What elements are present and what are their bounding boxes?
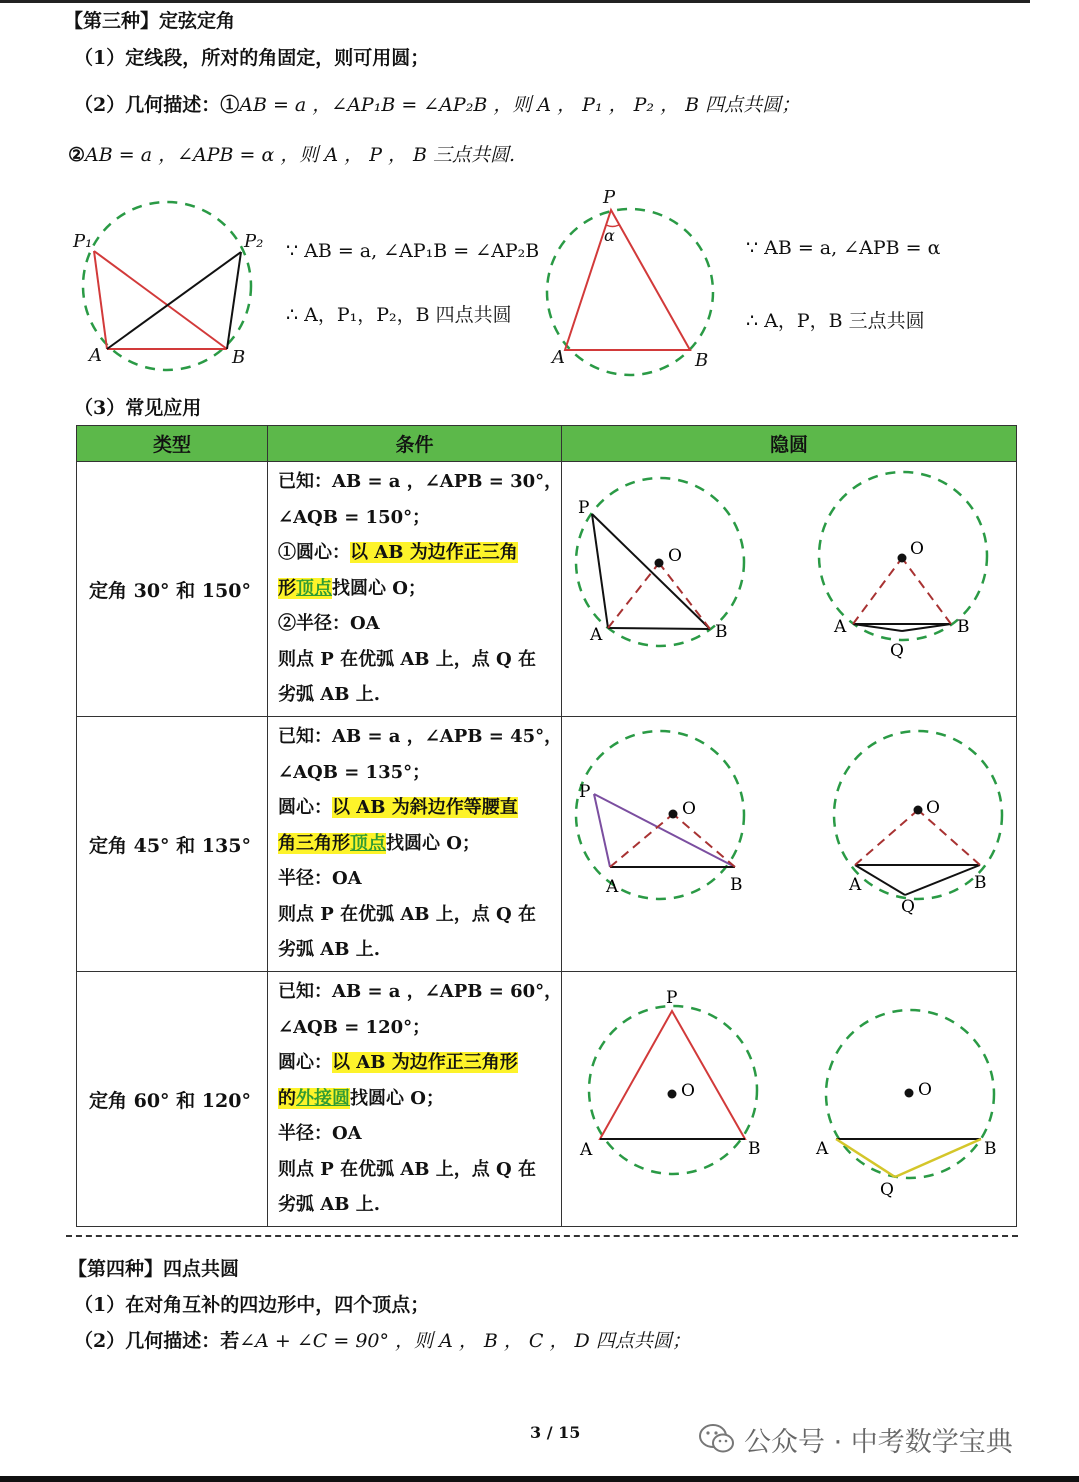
cond-line: 半径：OA (278, 868, 362, 889)
cond-text: 找圆心 O； (350, 1087, 444, 1109)
label-o: O (682, 799, 696, 819)
fig2-note1: ∵ AB = a, ∠APB = α (746, 237, 941, 259)
item2-math: AB = a ，∠AP₁B = ∠AP₂B ，则 A ， P₁ ， P₂ ， B 四点共圆； (239, 94, 801, 116)
section4-item1: （1）在对角互补的四边形中，四个顶点； (74, 1294, 430, 1316)
header-hidden-circle: 隐圆 (562, 426, 1017, 462)
cond-label: 圆心： (278, 797, 332, 818)
cond-line: 则点 P 在优弧 AB 上，点 Q 在 (278, 648, 536, 670)
label-b: B (984, 1139, 997, 1159)
cond-text: 找圆心 O； (386, 832, 480, 854)
label-p: P (666, 988, 678, 1008)
cond-line: ∠AQB = 135°； (278, 761, 431, 783)
type-cell: 定角 30° 和 150° (77, 462, 268, 717)
highlight-text: 以 AB 为边作正三角 (350, 542, 518, 563)
figure-cell (562, 462, 1017, 717)
highlight-text: 的 (278, 1087, 296, 1109)
item2b-lead: ② (68, 144, 86, 166)
section3-item2 (74, 93, 800, 117)
table-row (77, 717, 1017, 972)
highlight-text: 以 AB 为边作正三角形 (332, 1052, 518, 1073)
watermark: 公众号 · 中考数学宝典 (744, 1427, 1013, 1458)
cond-line (278, 790, 553, 826)
cond-line (278, 535, 553, 571)
cond-line (278, 1081, 553, 1117)
label-b: B (695, 350, 709, 371)
item2-lead: （2）几何描述：① (74, 94, 240, 116)
label-a: A (580, 1140, 593, 1160)
label-a: A (816, 1139, 829, 1159)
top-rule (0, 0, 1030, 3)
label-a: A (590, 625, 603, 645)
s4-item2-lead: （2）几何描述：若 (74, 1330, 240, 1352)
cond-line: 劣弧 AB 上. (278, 939, 380, 960)
figure-four-points (70, 200, 270, 375)
cond-line: 已知：AB = a ，∠APB = 45°， (278, 726, 563, 747)
label-b: B (730, 875, 743, 895)
section4-item2 (74, 1329, 691, 1353)
figure-cell (562, 972, 1017, 1227)
label-o: O (918, 1080, 932, 1100)
label-a: A (834, 617, 847, 637)
page-number: 3 / 15 (530, 1423, 581, 1442)
cond-line: 已知：AB = a ，∠APB = 60°， (278, 981, 563, 1002)
fig1-note1: ∵ AB = a, ∠AP₁B = ∠AP₂B (286, 240, 540, 262)
s4-item2-math: ∠A + ∠C = 90° ，则 A ， B ， C ， D 四点共圆； (239, 1330, 691, 1352)
section-divider (66, 1235, 1018, 1237)
header-type: 类型 (77, 426, 268, 462)
label-b: B (232, 347, 246, 368)
section3-item3: （3）常见应用 (74, 397, 202, 419)
application-table (76, 425, 1017, 1227)
label-p: P (579, 782, 591, 802)
highlight-text: 以 AB 为斜边作等腰直 (332, 797, 518, 818)
cond-label: 圆心： (278, 1052, 332, 1073)
cond-line: 劣弧 AB 上. (278, 684, 380, 705)
key-term: 外接圆 (296, 1087, 350, 1109)
condition-cell (268, 462, 562, 717)
label-alpha: α (604, 226, 615, 245)
cond-line: 则点 P 在优弧 AB 上，点 Q 在 (278, 903, 536, 925)
label-a: A (849, 875, 862, 895)
label-p: P (578, 498, 590, 518)
cond-line: 则点 P 在优弧 AB 上，点 Q 在 (278, 1158, 536, 1180)
label-b: B (957, 617, 970, 637)
row1-figures (562, 462, 1015, 712)
cond-line: ∠AQB = 120°； (278, 1016, 431, 1038)
header-condition: 条件 (268, 426, 562, 462)
cond-line: 半径：OA (278, 1123, 362, 1144)
highlight-text: 形 (278, 577, 296, 599)
section3-item2b (68, 143, 515, 167)
cond-line (278, 571, 553, 607)
section3-item1: （1）定线段，所对的角固定，则可用圆； (74, 47, 430, 69)
figure-cell (562, 717, 1017, 972)
label-a: A (606, 877, 619, 897)
label-p2: P₂ (244, 231, 264, 252)
cond-label: ①圆心： (278, 542, 350, 563)
bottom-rule (0, 1476, 1079, 1482)
type-cell: 定角 45° 和 135° (77, 717, 268, 972)
label-o: O (926, 798, 940, 818)
label-o: O (681, 1081, 695, 1101)
label-a: A (552, 347, 565, 368)
label-q: Q (901, 897, 915, 917)
label-a: A (89, 345, 102, 366)
cond-line: 劣弧 AB 上. (278, 1194, 380, 1215)
cond-line: 已知：AB = a ，∠APB = 30°， (278, 471, 563, 492)
label-q: Q (890, 641, 904, 661)
label-p: P (603, 187, 616, 208)
condition-cell (268, 717, 562, 972)
label-q: Q (880, 1180, 894, 1200)
fig2-note2: ∴ A，P，B 三点共圆 (746, 310, 925, 332)
key-term: 顶点 (296, 577, 332, 599)
key-term: 顶点 (350, 832, 386, 854)
row3-figures (562, 972, 1015, 1222)
table-row (77, 972, 1017, 1227)
wechat-icon (698, 1422, 736, 1456)
label-b: B (748, 1139, 761, 1159)
type-cell: 定角 60° 和 120° (77, 972, 268, 1227)
label-o: O (668, 546, 682, 566)
cond-text: 找圆心 O； (332, 577, 426, 599)
cond-line (278, 826, 553, 862)
label-b: B (974, 873, 987, 893)
section4-title: 【第四种】四点共圆 (68, 1258, 240, 1280)
highlight-text: 角三角形 (278, 832, 350, 854)
cond-line: ②半径：OA (278, 613, 380, 634)
figure-three-points (540, 185, 730, 380)
table-header-row (77, 426, 1017, 462)
label-o: O (910, 539, 924, 559)
section3-title: 【第三种】定弦定角 (64, 10, 236, 32)
cond-line: ∠AQB = 150°； (278, 506, 431, 528)
row2-figures (562, 717, 1015, 967)
fig1-note2: ∴ A，P₁，P₂，B 四点共圆 (286, 304, 512, 326)
condition-cell (268, 972, 562, 1227)
label-b: B (715, 622, 728, 642)
item2b-math: AB = a ，∠APB = α ，则 A ， P ， B 三点共圆. (85, 144, 516, 166)
cond-line (278, 1045, 553, 1081)
table-row (77, 462, 1017, 717)
label-p1: P₁ (73, 231, 93, 252)
